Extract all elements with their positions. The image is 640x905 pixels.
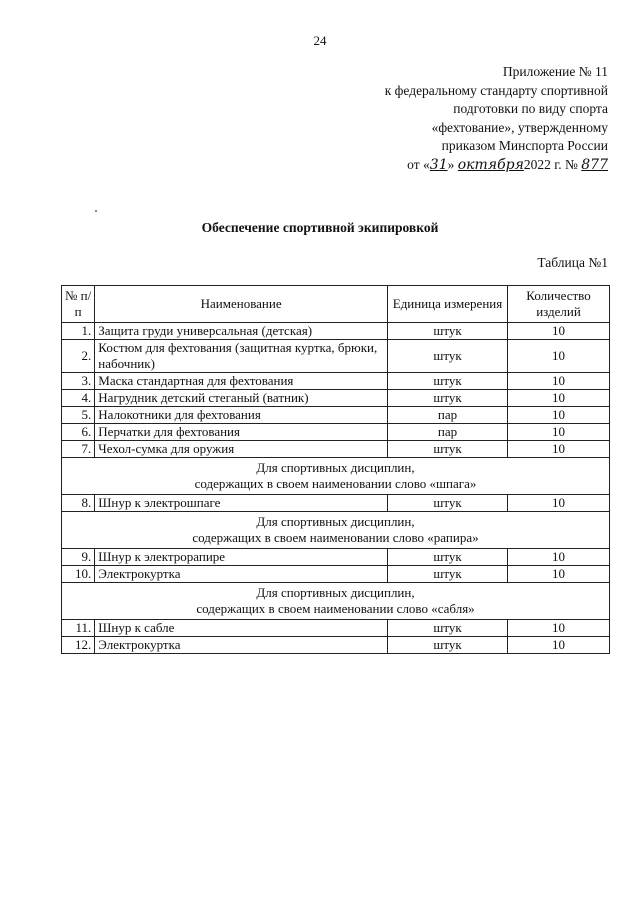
appendix-line: «фехтование», утвержденному <box>431 119 608 135</box>
document-title: Обеспечение спортивной экипировкой <box>201 220 439 235</box>
header-unit: Единица измерения <box>387 286 507 323</box>
row-unit: штук <box>387 390 507 407</box>
table-row <box>62 549 610 566</box>
handwritten-order-number: 877 <box>581 156 608 173</box>
section-title-line2: содержащих в своем наименовании слово «рапира» <box>192 530 479 545</box>
row-quantity: 10 <box>508 323 610 340</box>
row-name: Костюм для фехтования (защитная куртка, брюки, набочник) <box>95 340 388 373</box>
row-number: 7. <box>62 441 95 458</box>
table-row <box>62 390 610 407</box>
row-quantity: 10 <box>508 495 610 512</box>
row-unit: штук <box>387 620 507 637</box>
section-header-row <box>62 583 610 620</box>
section-title-line1: Для спортивных дисциплин, <box>256 460 415 475</box>
date-prefix: от « <box>407 156 430 172</box>
table-row <box>62 441 610 458</box>
row-name: Маска стандартная для фехтования <box>95 373 388 390</box>
table-row <box>62 637 610 654</box>
row-name: Шнур к сабле <box>95 620 388 637</box>
row-name: Электрокуртка <box>95 637 388 654</box>
row-unit: штук <box>387 637 507 654</box>
row-unit: пар <box>387 424 507 441</box>
row-unit: штук <box>387 323 507 340</box>
header-quantity: Количество изделий <box>508 286 610 323</box>
row-number: 2. <box>62 340 95 373</box>
table-row <box>62 424 610 441</box>
appendix-block <box>308 63 608 174</box>
row-unit: пар <box>387 407 507 424</box>
row-number: 9. <box>62 549 95 566</box>
section-title <box>62 512 610 549</box>
table-label: Таблица №1 <box>537 255 608 270</box>
section-title-line1: Для спортивных дисциплин, <box>256 514 415 529</box>
row-number: 11. <box>62 620 95 637</box>
scan-speck <box>95 210 97 212</box>
table-row <box>62 373 610 390</box>
order-date-line <box>308 156 608 175</box>
row-number: 1. <box>62 323 95 340</box>
table-body <box>62 323 610 654</box>
row-quantity: 10 <box>508 549 610 566</box>
row-number: 3. <box>62 373 95 390</box>
row-quantity: 10 <box>508 620 610 637</box>
row-name: Перчатки для фехтования <box>95 424 388 441</box>
table-row <box>62 620 610 637</box>
row-name: Налокотники для фехтования <box>95 407 388 424</box>
row-unit: штук <box>387 340 507 373</box>
row-name: Электрокуртка <box>95 566 388 583</box>
table-row <box>62 323 610 340</box>
section-title <box>62 458 610 495</box>
row-quantity: 10 <box>508 566 610 583</box>
row-unit: штук <box>387 549 507 566</box>
row-quantity: 10 <box>508 390 610 407</box>
row-number: 8. <box>62 495 95 512</box>
table-row <box>62 566 610 583</box>
date-mid: » <box>447 156 458 172</box>
table-header-row <box>62 286 610 323</box>
appendix-title: Приложение № 11 <box>502 64 608 79</box>
table-row <box>62 407 610 424</box>
page-number: 24 <box>313 33 327 48</box>
row-name: Шнур к электрорапире <box>95 549 388 566</box>
appendix-line: к федеральному стандарту спортивной <box>384 82 608 98</box>
row-number: 12. <box>62 637 95 654</box>
section-header-row <box>62 512 610 549</box>
row-unit: штук <box>387 566 507 583</box>
row-number: 5. <box>62 407 95 424</box>
appendix-line: подготовки по виду спорта <box>453 101 608 116</box>
row-name: Чехол-сумка для оружия <box>95 441 388 458</box>
equipment-table <box>61 285 610 654</box>
handwritten-month: октября <box>457 156 524 173</box>
row-name: Защита груди универсальная (детская) <box>95 323 388 340</box>
row-quantity: 10 <box>508 424 610 441</box>
row-number: 4. <box>62 390 95 407</box>
date-suffix: 2022 г. № <box>523 156 582 172</box>
row-number: 10. <box>62 566 95 583</box>
row-unit: штук <box>387 373 507 390</box>
row-quantity: 10 <box>508 407 610 424</box>
row-unit: штук <box>387 441 507 458</box>
row-name: Шнур к электрошпаге <box>95 495 388 512</box>
handwritten-day: 31 <box>429 156 448 173</box>
header-name: Наименование <box>95 286 388 323</box>
row-name: Нагрудник детский стеганый (ватник) <box>95 390 388 407</box>
table-row <box>62 495 610 512</box>
row-quantity: 10 <box>508 637 610 654</box>
section-header-row <box>62 458 610 495</box>
section-title-line2: содержащих в своем наименовании слово «шпага» <box>194 476 477 491</box>
row-quantity: 10 <box>508 441 610 458</box>
section-title-line1: Для спортивных дисциплин, <box>256 585 415 600</box>
row-quantity: 10 <box>508 373 610 390</box>
section-title <box>62 583 610 620</box>
row-number: 6. <box>62 424 95 441</box>
table-row <box>62 340 610 373</box>
appendix-line: приказом Минспорта России <box>441 138 608 153</box>
row-quantity: 10 <box>508 340 610 373</box>
section-title-line2: содержащих в своем наименовании слово «сабля» <box>196 601 475 616</box>
row-unit: штук <box>387 495 507 512</box>
header-number: № п/п <box>62 286 95 323</box>
